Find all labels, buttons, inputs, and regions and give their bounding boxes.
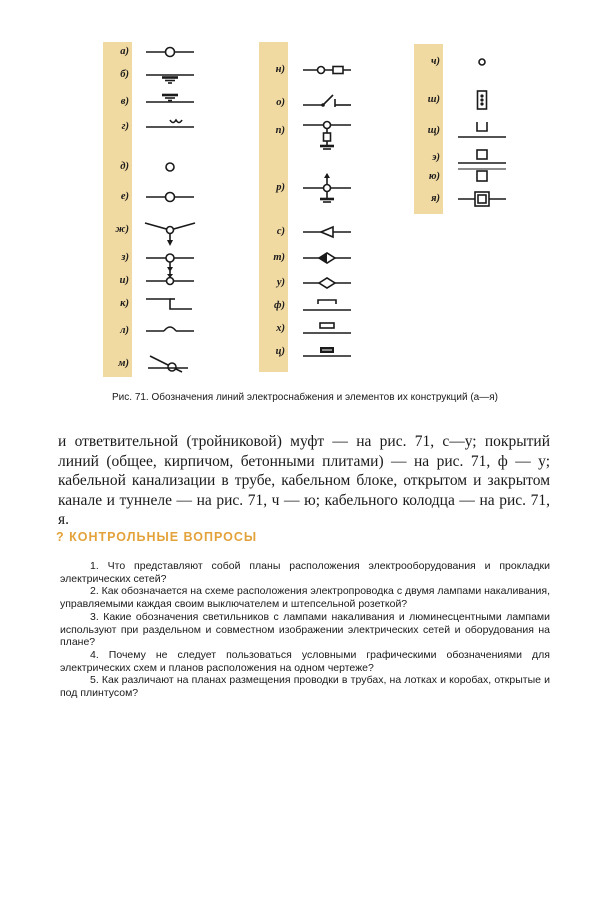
- body-paragraph: и ответвительной (тройниковой) муфт — на рис. 71, с—у; покрытий линий (общее, кирпичом, бетонными плитами) — на рис. 71, ф — у; кабельной канализации в трубе, кабельном блоке, открытом и закрытом канале и туннеле — на рис. 71, ч — ю; кабельного колодца — на рис. 71, я.: [58, 433, 550, 528]
- figure-label: щ): [427, 125, 440, 136]
- figure-label: п): [275, 125, 285, 136]
- figure-caption: Рис. 71. Обозначения линий электроснабжения и элементов их конструкций (а—я): [112, 392, 498, 403]
- question-item: 3. Какие обозначения светильников с лампами накаливания и люминесцентными лампами используют при раздельном и совместном изображении электрических сетей и оборудования на плане?: [60, 610, 550, 649]
- figure-label: б): [120, 69, 129, 80]
- small-circle-symbol: [452, 42, 512, 82]
- figure-label: ц): [275, 346, 285, 357]
- questions-list: [60, 560, 550, 700]
- section-title: ? КОНТРОЛЬНЫЕ ВОПРОСЫ: [56, 530, 258, 544]
- figure-label: ж): [115, 224, 129, 235]
- figure-label: и): [119, 275, 129, 286]
- figure-label: т): [273, 252, 285, 263]
- question-item: 2. Как обозначается на схеме расположения электропроводка с двумя лампами накаливания, управляемыми каждая своим выключателем и штепсельной розеткой?: [60, 585, 550, 611]
- well-double-square-symbol: [452, 179, 512, 219]
- figure-label: я): [431, 193, 440, 204]
- figure-label: д): [120, 161, 129, 172]
- question-item: 1. Что представляют собой планы расположения электрооборудования и прокладки электрических сетей?: [60, 560, 550, 585]
- figure-label: г): [121, 121, 129, 132]
- figure-label: ю): [428, 171, 440, 182]
- figure-label: з): [121, 252, 129, 263]
- figure-label: х): [276, 323, 285, 334]
- filled-rect-line-symbol: [297, 332, 357, 372]
- figure-label: а): [120, 46, 129, 57]
- figure-label: к): [120, 298, 129, 309]
- figure-label: в): [120, 96, 129, 107]
- figure-label: у): [276, 277, 285, 288]
- grounding-arrow-symbol: [297, 168, 357, 208]
- question-item: 5. Как различают на планах размещения проводки в трубах, на лотках и коробах, открытые и под плинтусом?: [60, 674, 550, 700]
- figure-label: э): [432, 152, 440, 163]
- figure-label: л): [120, 325, 129, 336]
- figure-label: с): [276, 226, 285, 237]
- diagonal-circle-symbol: [140, 344, 200, 384]
- figure-label: о): [276, 97, 285, 108]
- question-item: 4. Почему не следует пользоваться условными графическими обозначениями для электрических схем и планов расположения на одном чертеже?: [60, 648, 550, 674]
- figure-label: ш): [427, 94, 440, 105]
- grounding-vertical-symbol: [297, 111, 357, 151]
- figure-label: м): [118, 358, 129, 369]
- figure-label: ч): [430, 56, 440, 67]
- figure-label: ф): [273, 300, 285, 311]
- figure-label: е): [120, 191, 129, 202]
- line-arc-symbol: [140, 107, 200, 147]
- figure-label: р): [276, 182, 285, 193]
- figure-label: н): [275, 64, 285, 75]
